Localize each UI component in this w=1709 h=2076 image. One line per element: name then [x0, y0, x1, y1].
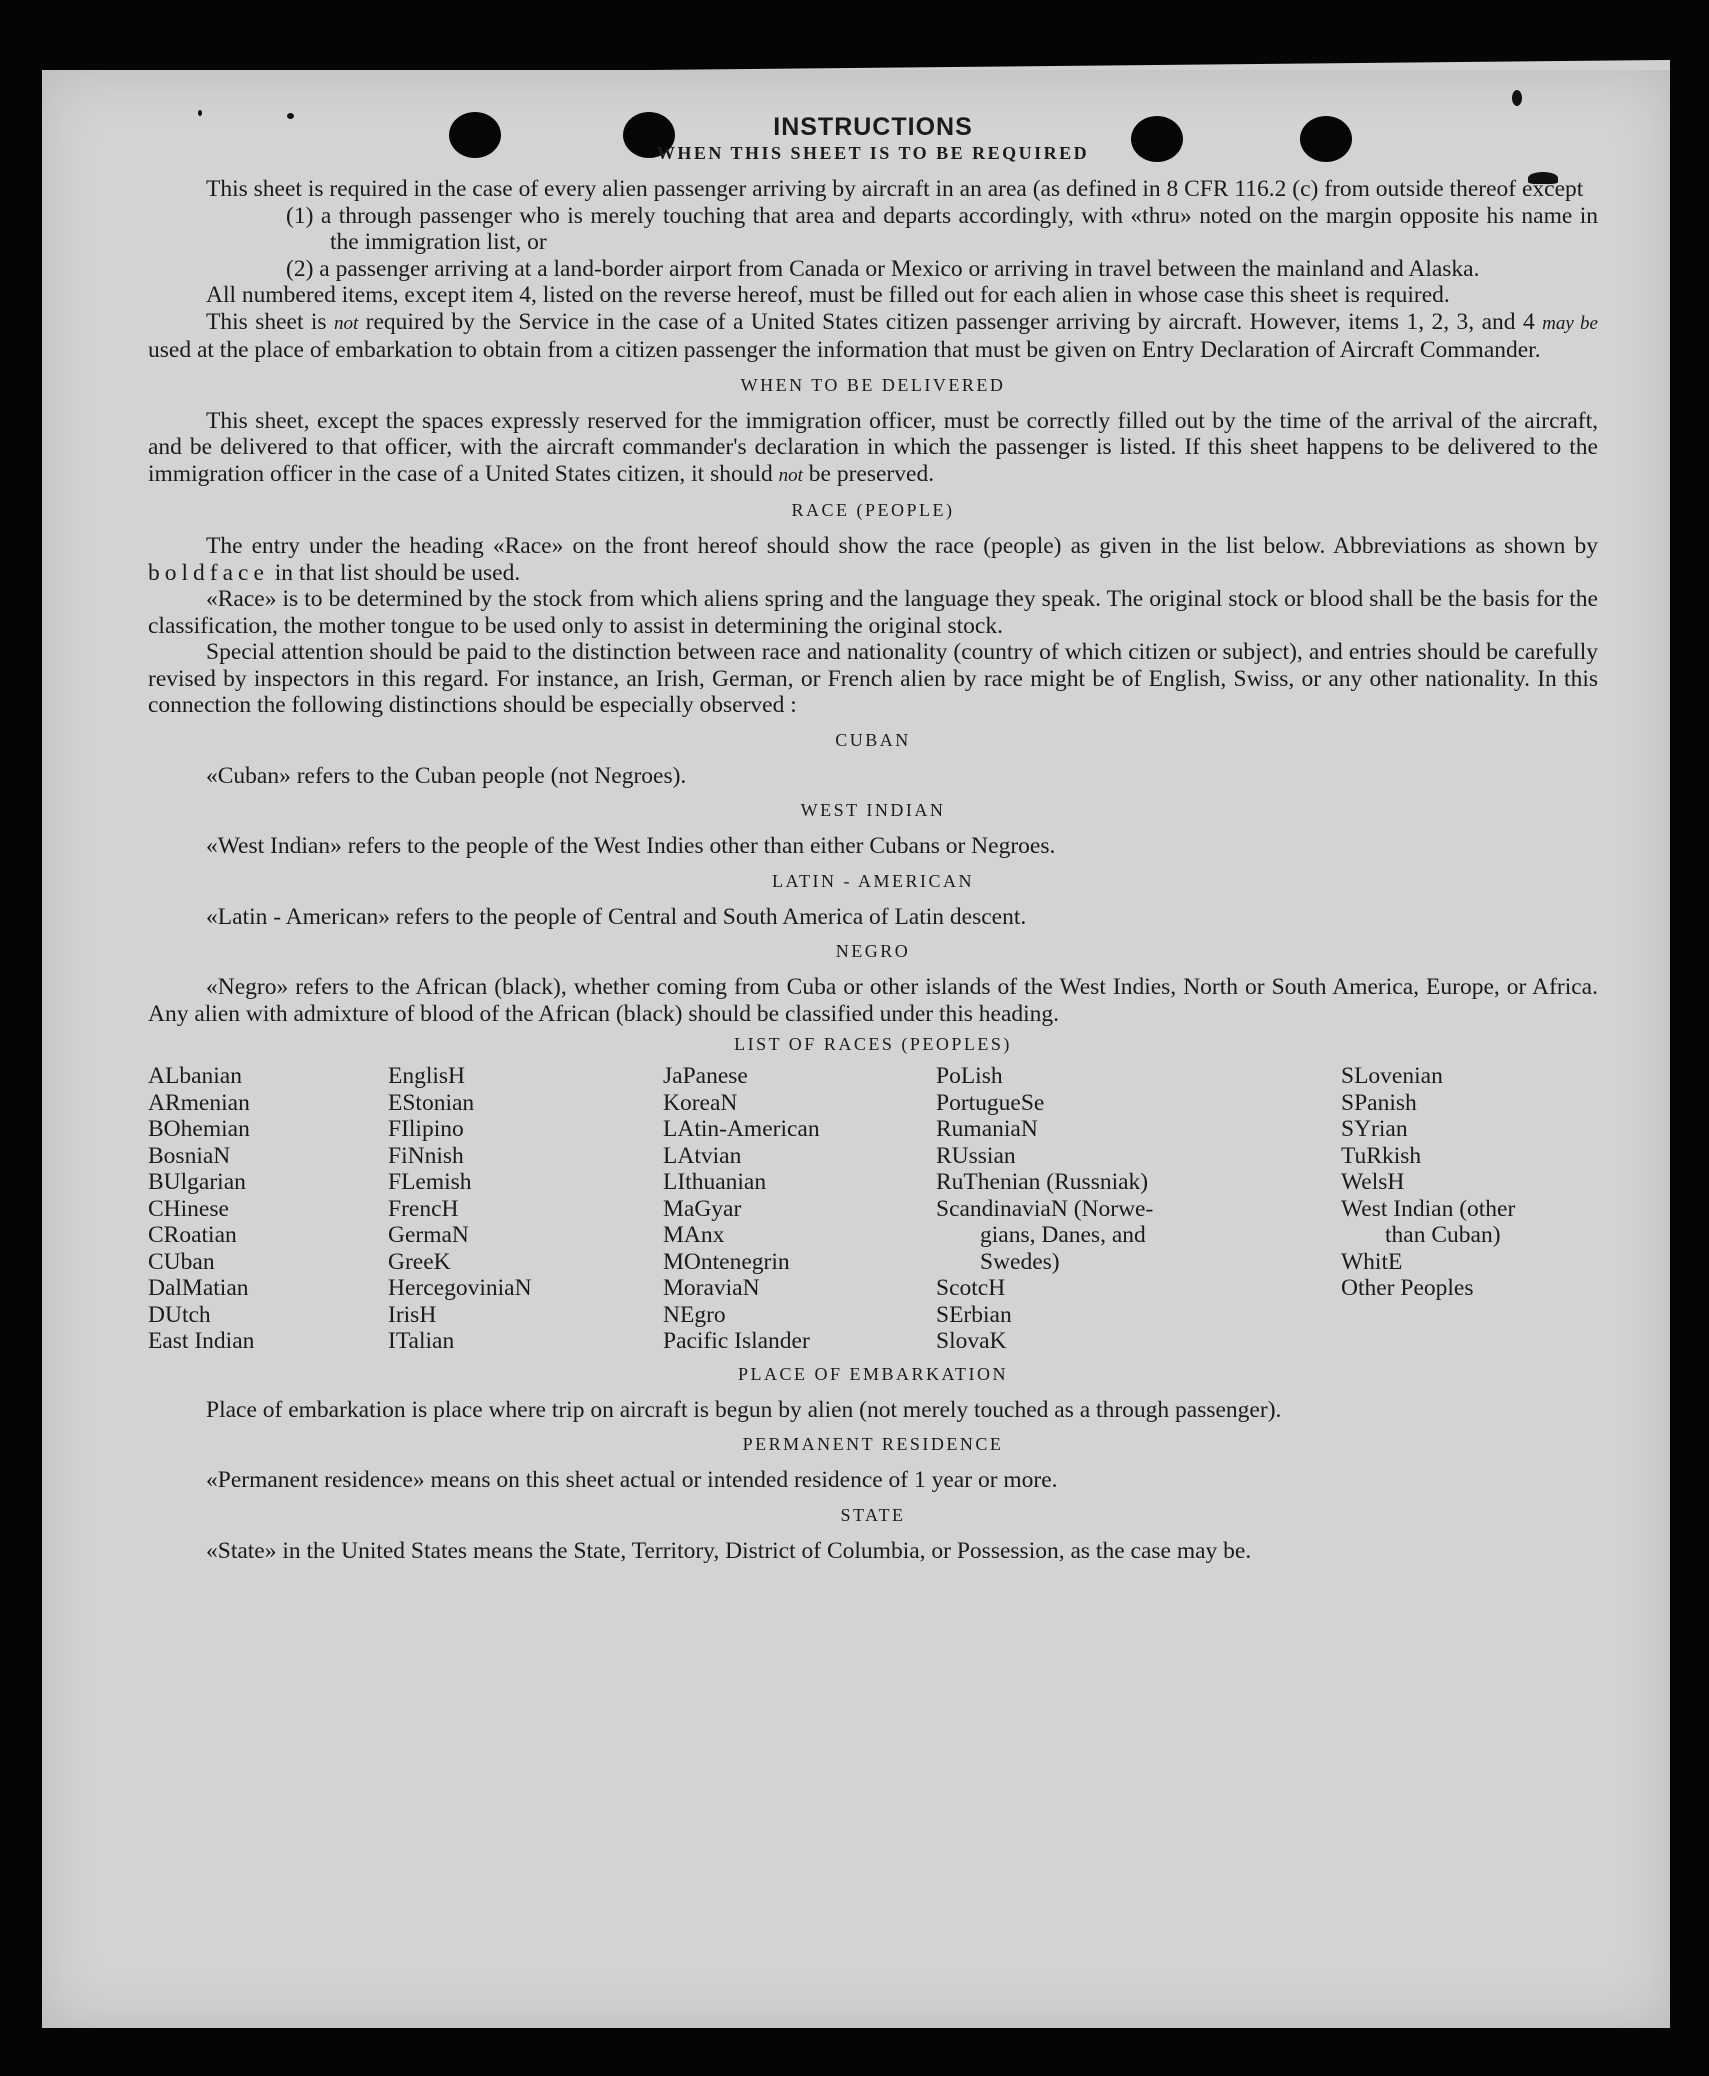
race-entry: ITalian	[388, 1328, 455, 1354]
race-entry: gians, Danes, and	[980, 1222, 1146, 1248]
section-heading-negro: NEGRO	[835, 941, 911, 961]
section-heading-when-required: WHEN THIS SHEET IS TO BE REQUIRED	[656, 143, 1090, 163]
section-heading-residence: PERMANENT RESIDENCE	[742, 1434, 1004, 1454]
paragraph: «Latin - American» refers to the people of Central and South America of Latin descent.	[206, 903, 1027, 930]
race-entry: ScotcH	[936, 1275, 1006, 1301]
race-entry: RUssian	[936, 1142, 1016, 1169]
paragraph: «Cuban» refers to the Cuban people (not Negroes).	[206, 762, 687, 789]
race-entry: DUtch	[148, 1301, 211, 1328]
race-entry: SLovenian	[1341, 1063, 1443, 1089]
race-entry: MOntenegrin	[663, 1248, 790, 1275]
race-entry: ALbanian	[148, 1063, 242, 1089]
race-entry: ScandinaviaN (Norwe-	[936, 1195, 1154, 1222]
race-entry: SYrian	[1341, 1116, 1408, 1142]
race-entry: CUban	[148, 1248, 215, 1275]
paragraph: «Race» is to be determined by the stock from which aliens spring and the language they speak. The original stock or blood shall be the basis for the classification, the mother tongue to be used only to assist in determining the original stock.	[148, 586, 1598, 639]
race-entry: DalMatian	[148, 1275, 249, 1301]
race-entry: LAtin-American	[663, 1116, 820, 1142]
race-entry: GreeK	[388, 1248, 451, 1275]
race-entry: FLemish	[388, 1169, 472, 1195]
race-entry: GermaN	[388, 1222, 469, 1248]
race-entry: NEgro	[663, 1301, 726, 1328]
race-entry: HercegoviniaN	[388, 1275, 532, 1301]
race-entry: BosniaN	[148, 1142, 231, 1169]
race-entry: MaGyar	[663, 1195, 742, 1222]
race-entry: ARmenian	[148, 1089, 250, 1116]
race-entry: TuRkish	[1341, 1142, 1422, 1169]
race-entry: SErbian	[936, 1301, 1012, 1328]
paragraph: «Negro» refers to the African (black), whether coming from Cuba or other islands of the West Indies, North or South America, Europe, or Africa. Any alien with admixture of blood of the African (black) should be classified under this heading.	[148, 974, 1598, 1027]
race-entry: Swedes)	[980, 1248, 1060, 1275]
section-heading-embarkation: PLACE OF EMBARKATION	[737, 1363, 1009, 1384]
race-entry: FrencH	[388, 1195, 459, 1222]
races-column-4	[936, 1063, 1341, 1355]
section-heading-when-delivered: WHEN TO BE DELIVERED	[740, 374, 1006, 395]
race-entry: PoLish	[936, 1063, 1003, 1089]
race-entry: CHinese	[148, 1195, 229, 1222]
section-heading-cuban: CUBAN	[835, 729, 911, 750]
race-entry: Pacific Islander	[663, 1328, 810, 1354]
ink-speck	[1512, 90, 1522, 106]
race-entry: FiNnish	[388, 1142, 464, 1169]
paragraph: This sheet is required in the case of every alien passenger arriving by aircraft in an area (as defined in 8 CFR 116.2 (c) from outside thereof except	[206, 176, 1584, 202]
race-entry: KoreaN	[663, 1089, 738, 1116]
race-entry: LIthuanian	[663, 1169, 767, 1195]
instructions-content	[148, 110, 1598, 1564]
races-list	[148, 1063, 1598, 1355]
race-entry: Other Peoples	[1341, 1275, 1474, 1301]
race-entry: WelsH	[1341, 1169, 1405, 1195]
paragraph: «State» in the United States means the State, Territory, District of Columbia, or Possession, as the case may be.	[206, 1537, 1252, 1564]
race-entry: East Indian	[148, 1328, 255, 1354]
exception-item: (2) a passenger arriving at a land-border airport from Canada or Mexico or arriving in travel between the mainland and Alaska.	[286, 255, 1480, 282]
race-entry: CRoatian	[148, 1222, 237, 1248]
race-entry: EnglisH	[388, 1063, 466, 1089]
race-entry: RuThenian (Russniak)	[936, 1169, 1149, 1195]
page-title: INSTRUCTIONS	[773, 113, 973, 141]
race-entry: than Cuban)	[1385, 1222, 1501, 1248]
race-entry: RumaniaN	[936, 1116, 1038, 1142]
section-heading-west-indian: WEST INDIAN	[800, 800, 946, 820]
race-entry: West Indian (other	[1341, 1195, 1516, 1222]
paragraph: Place of embarkation is place where trip on aircraft is begun by alien (not merely touched as a through passenger).	[206, 1396, 1282, 1423]
race-entry: LAtvian	[663, 1142, 742, 1169]
race-entry: BUlgarian	[148, 1169, 246, 1195]
paragraph: The entry under the heading «Race» on the front hereof should show the race (people) as given in the list below. Abbreviations as shown by boldface in that list should be used.	[148, 533, 1598, 586]
paragraph: «Permanent residence» means on this sheet actual or intended residence of 1 year or more.	[206, 1467, 1058, 1493]
section-heading-list-of-races: LIST OF RACES (PEOPLES)	[734, 1034, 1012, 1054]
paragraph: All numbered items, except item 4, listed on the reverse hereof, must be filled out for each alien in whose case this sheet is required.	[206, 282, 1450, 308]
race-entry: IrisH	[388, 1301, 437, 1328]
races-column-2	[388, 1063, 663, 1355]
race-entry: SlovaK	[936, 1328, 1007, 1354]
paragraph: This sheet, except the spaces expressly reserved for the immigration officer, must be correctly filled out by the time of the arrival of the aircraft, and be delivered to that officer, with the aircraft commander's declaration in which the passenger is listed. If this sheet happens to be delivered to the immigration officer in the case of a United States citizen, it should not be preserved.	[148, 407, 1598, 487]
race-entry: MoraviaN	[663, 1275, 760, 1301]
races-column-1	[148, 1063, 388, 1355]
race-entry: EStonian	[388, 1089, 475, 1116]
races-column-3	[663, 1063, 936, 1355]
race-entry: FIlipino	[388, 1116, 464, 1142]
race-entry: BOhemian	[148, 1116, 250, 1142]
race-entry: PortugueSe	[936, 1089, 1045, 1116]
paragraph: This sheet is not required by the Service in the case of a United States citizen passenger arriving by aircraft. However, items 1, 2, 3, and 4 may be used at the place of embarkation to obtain from a citizen passenger the information that must be given on Entry Declaration of Aircraft Commander.	[148, 308, 1598, 363]
section-heading-latin-american: LATIN - AMERICAN	[772, 870, 974, 891]
section-heading-state: STATE	[840, 1504, 906, 1525]
paragraph: Special attention should be paid to the distinction between race and nationality (country of which citizen or subject), and entries should be carefully revised by inspectors in this regard. For instance, an Irish, German, or French alien by race might be of English, Swiss, or any other nationality. In this connection the following distinctions should be especially observed :	[148, 639, 1598, 718]
exception-item: (1) a through passenger who is merely touching that area and departs accordingly, with «thru» noted on the margin opposite his name in the immigration list, or	[286, 202, 1598, 255]
section-heading-race: RACE (PEOPLE)	[791, 500, 955, 520]
race-entry: JaPanese	[663, 1063, 748, 1089]
races-column-5	[1341, 1063, 1598, 1355]
race-entry: SPanish	[1341, 1089, 1417, 1116]
race-entry: WhitE	[1341, 1248, 1403, 1275]
race-entry: MAnx	[663, 1222, 725, 1248]
paragraph: «West Indian» refers to the people of the West Indies other than either Cubans or Negroes.	[206, 833, 1056, 859]
